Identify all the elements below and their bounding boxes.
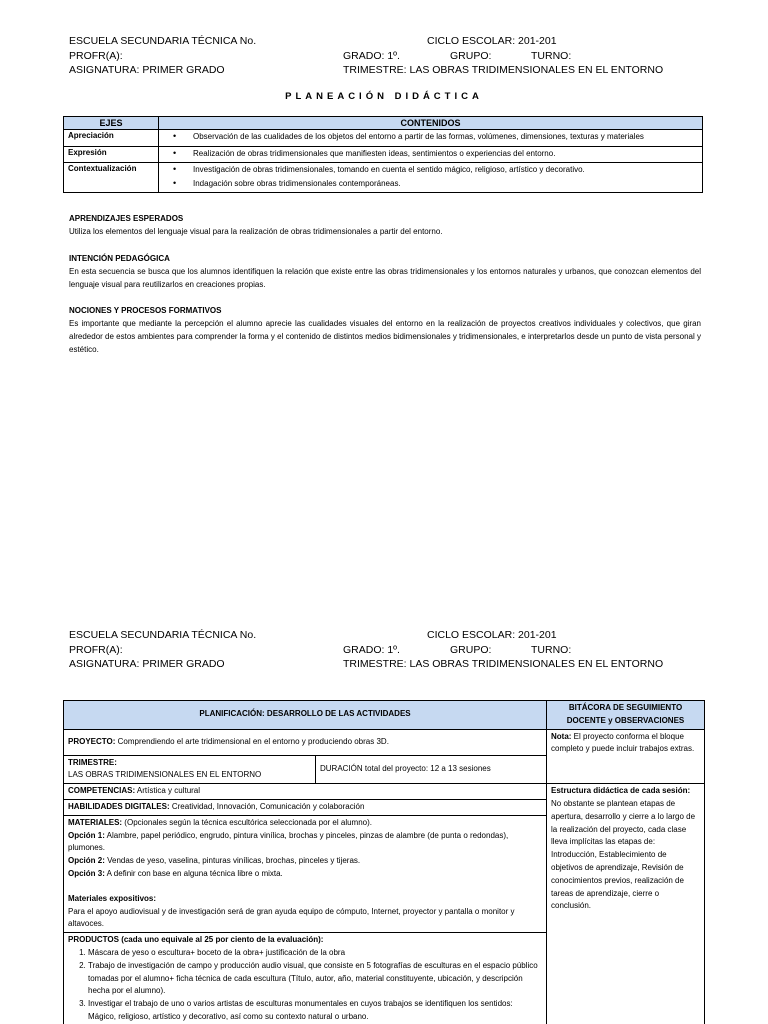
grade-label: GRADO: 1º.	[343, 643, 400, 656]
shift-label: TURNO:	[531, 49, 572, 62]
products-cell: PRODUCTOS (cada uno equivale al 25 por ciento de la evaluación): 1. Máscara de yeso o escultura+ boceto de la obra+ justificación de la obra 2. Trabajo de investigación de campo y producción audio visual, que consiste en 5 fotografías de esculturas en el espacio público tomadas por el alumno+ ficha técnica de cada escultura (Título, autor, año, material constituyente, ubicación, y descripción hecha por el alumno). 3. Investigar el trabajo de uno o varios artistas de esculturas monumentales en cuyos trabajos se identifiquen los sentidos: Mágico, religioso, artístico y decorativo, así como su contexto natural o urbano.	[64, 933, 547, 1024]
duration-cell: DURACIÓN total del proyecto: 12 a 13 sesiones	[316, 755, 547, 784]
project-cell: PROYECTO: Comprendiendo el arte tridimensional en el entorno y produciendo obras 3D.	[64, 729, 547, 755]
list-item: 3. Investigar el trabajo de uno o varios artistas de esculturas monumentales en cuyos trabajos se identifiquen los sentidos: Mágico, religioso, artístico y decorativo, así como su contexto natural o urbano.	[88, 998, 542, 1024]
section-text: En esta secuencia se busca que los alumnos identifiquen la relación que existe entre las obras tridimensionales y los entornos naturales y urbanos, que conozcan elementos del lenguaje visual para reutilizarlos en creaciones propias.	[69, 267, 701, 289]
table-row	[64, 163, 703, 193]
note-cell: Nota: El proyecto conforma el bloque completo y puede incluir trabajos extras.	[547, 729, 705, 784]
table-row	[64, 729, 705, 755]
list-item: • Realización de obras tridimensionales que manifiesten ideas, sentimientos o experiencias del entorno.	[163, 148, 698, 160]
axis-cell: Contextualización	[64, 163, 159, 193]
table-row	[64, 784, 705, 800]
group-label: GRUPO:	[450, 643, 492, 656]
list-item: • Investigación de obras tridimensionales, tomando en cuenta el sentido mágico, religioso, artístico y decorativo.	[163, 164, 698, 176]
document-header-repeat	[69, 628, 709, 672]
document-header	[69, 34, 709, 78]
shift-label: TURNO:	[531, 643, 572, 656]
subject-label: ASIGNATURA: PRIMER GRADO	[69, 64, 225, 76]
teacher-label: PROFR(A):	[69, 49, 123, 62]
axis-cell: Expresión	[64, 146, 159, 163]
page-title: PLANEACIÓN DIDÁCTICA	[285, 91, 483, 102]
table-row	[64, 146, 703, 163]
grade-label: GRADO: 1º.	[343, 49, 400, 62]
axes-content-table	[63, 116, 703, 193]
materials-cell: MATERIALES: (Opcionales según la técnica escultórica seleccionada por el alumno). Opción 1: Alambre, papel periódico, engrudo, pintura vinílica, brochas y pinceles, pinzas de alambre (de punta o redondas), plumones. Opción 2: Vendas de yeso, vaselina, pinturas vinílicas, brochas, pinceles y tijeras. Opción 3: A definir con base en alguna técnica libre o mixta. Materiales expositivos: Para el apoyo audiovisual y de investigación será de gran ayuda equipo de cómputo, Internet, proyector y pantalla o monitor y altavoces.	[64, 815, 547, 932]
table-header-row	[64, 117, 703, 130]
list-item: • Indagación sobre obras tridimensionales contemporáneas.	[163, 178, 698, 190]
section-text: Es importante que mediante la percepción el alumno aprecie las cualidades visuales del entorno en la realización de proyectos creativos individuales y colectivos, que giran alrededor de estos ambientes para comprender la forma y el contenido de distintos medios bidimensionales y tridimensionales, e interpretarlos desde un punto de vista personal y estético.	[69, 319, 701, 354]
table-header-row	[64, 701, 705, 730]
expected-learning-section	[69, 212, 701, 238]
section-heading: INTENCIÓN PEDAGÓGICA	[69, 254, 170, 263]
list-item: • Observación de las cualidades de los objetos del entorno a partir de las formas, volúmenes, dimensiones, texturas y materiales	[163, 131, 698, 143]
term-cell: TRIMESTRE: LAS OBRAS TRIDIMENSIONALES EN EL ENTORNO	[64, 755, 316, 784]
school-cycle: CICLO ESCOLAR: 201-201	[427, 629, 557, 641]
axis-cell: Apreciación	[64, 130, 159, 147]
products-list	[68, 947, 542, 1024]
school-label: ESCUELA SECUNDARIA TÉCNICA No.	[69, 35, 257, 47]
content-cell	[159, 146, 703, 163]
planning-table	[63, 700, 705, 1024]
content-cell	[159, 130, 703, 147]
planning-header: PLANIFICACIÓN: DESARROLLO DE LAS ACTIVIDADES	[64, 701, 547, 730]
list-item: 1. Máscara de yeso o escultura+ boceto de la obra+ justificación de la obra	[88, 947, 542, 960]
competencies-cell: COMPETENCIAS: Artística y cultural	[64, 784, 547, 800]
group-label: GRUPO:	[450, 49, 492, 62]
list-item: 2. Trabajo de investigación de campo y producción audio visual, que consiste en 5 fotografías de esculturas en el espacio público tomadas por el alumno+ ficha técnica de cada escultura (Título, autor, año, material constituyente, ubicación, y descripción hecha por el alumno).	[88, 960, 542, 998]
section-heading: NOCIONES Y PROCESOS FORMATIVOS	[69, 306, 222, 315]
column-header-ejes: EJES	[64, 117, 159, 130]
structure-cell: Estructura didáctica de cada sesión: No obstante se plantean etapas de apertura, desarrollo y cierre a lo largo de la realización del proyecto, cada clase lleva implícitas las etapas de: Introducción, Establecimiento de objetivos de aprendizaje, Revisión de conocimientos previos, realización de tareas de aprendizaje, cierre o conclusión.	[547, 784, 705, 1024]
formative-processes-section	[69, 304, 701, 356]
column-header-contenidos: CONTENIDOS	[159, 117, 703, 130]
digital-skills-cell: HABILIDADES DIGITALES: Creatividad, Innovación, Comunicación y colaboración	[64, 799, 547, 815]
section-text: Utiliza los elementos del lenguaje visual para la realización de obras tridimensionales a partir del entorno.	[69, 227, 443, 236]
school-cycle: CICLO ESCOLAR: 201-201	[427, 35, 557, 47]
section-heading: APRENDIZAJES ESPERADOS	[69, 214, 184, 223]
log-header: BITÁCORA DE SEGUIMIENTO DOCENTE y OBSERVACIONES	[547, 701, 705, 730]
subject-label: ASIGNATURA: PRIMER GRADO	[69, 658, 225, 670]
school-label: ESCUELA SECUNDARIA TÉCNICA No.	[69, 629, 257, 641]
pedagogical-intention-section	[69, 252, 701, 291]
term-label: TRIMESTRE: LAS OBRAS TRIDIMENSIONALES EN EL ENTORNO	[343, 658, 664, 670]
term-label: TRIMESTRE: LAS OBRAS TRIDIMENSIONALES EN EL ENTORNO	[343, 64, 664, 76]
teacher-label: PROFR(A):	[69, 643, 123, 656]
content-cell	[159, 163, 703, 193]
table-row	[64, 130, 703, 147]
